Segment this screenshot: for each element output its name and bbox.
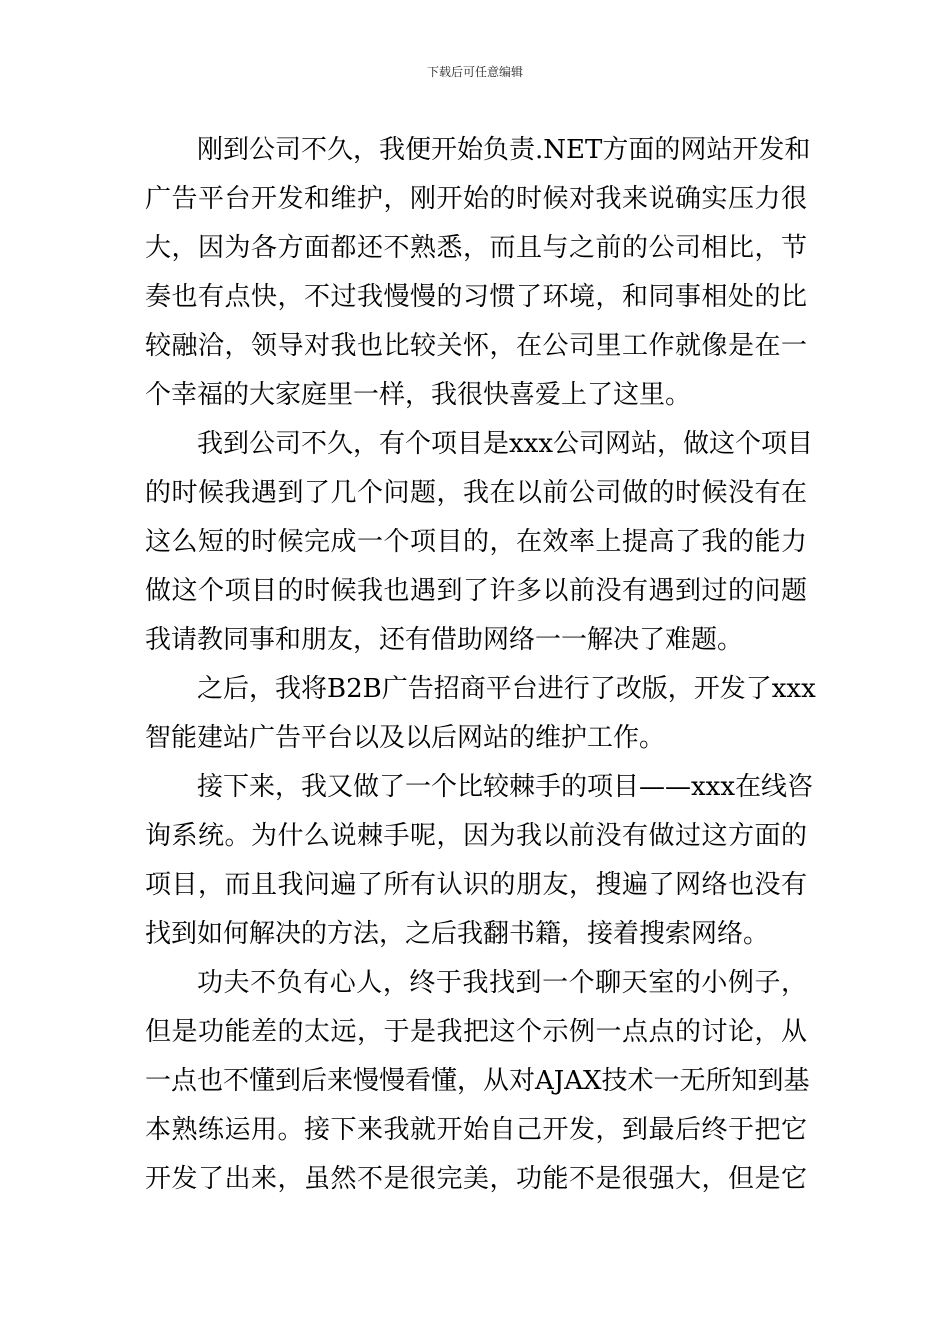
paragraph-1-line-5: 较融洽，领导对我也比较关怀，在公司里工作就像是在一 [145,331,807,361]
paragraph-4-line-1: 接下来，我又做了一个比较棘手的项目——xxx在线咨 [197,772,813,802]
paragraph-4-line-3: 项目，而且我问遍了所有认识的朋友，搜遍了网络也没有 [145,870,807,900]
paragraph-2-line-3: 这么短的时候完成一个项目的，在效率上提高了我的能力 [145,527,807,557]
paragraph-2-line-5: 我请教同事和朋友，还有借助网络一一解决了难题。 [145,625,744,655]
paragraph-5-line-5: 开发了出来，虽然不是很完美，功能不是很强大，但是它 [145,1164,807,1194]
paragraph-1-line-3: 大，因为各方面都还不熟悉，而且与之前的公司相比，节 [145,233,807,263]
paragraph-5-line-1: 功夫不负有心人，终于我找到一个聊天室的小例子， [197,968,807,998]
paragraph-4-line-2: 询系统。为什么说棘手呢，因为我以前没有做过这方面的 [145,821,807,851]
paragraph-1-line-6: 个幸福的大家庭里一样，我很快喜爱上了这里。 [145,380,692,410]
paragraph-3-line-1: 之后，我将B2B广告招商平台进行了改版，开发了xxx [197,674,816,704]
document-body [145,126,816,1204]
paragraph-2-line-4: 做这个项目的时候我也遇到了许多以前没有遇到过的问题 [145,576,807,606]
paragraph-3-line-2: 智能建站广告平台以及以后网站的维护工作。 [145,723,666,753]
paragraph-5-line-4: 本熟练运用。接下来我就开始自己开发，到最后终于把它 [145,1115,807,1145]
paragraph-1-line-1: 刚到公司不久，我便开始负责.NET方面的网站开发和 [197,135,811,165]
paragraph-1-line-4: 奏也有点快，不过我慢慢的习惯了环境，和同事相处的比 [145,282,807,312]
paragraph-1-line-2: 广告平台开发和维护，刚开始的时候对我来说确实压力很 [145,184,807,214]
paragraph-2-line-2: 的时候我遇到了几个问题，我在以前公司做的时候没有在 [145,478,807,508]
paragraph-2-line-1: 我到公司不久，有个项目是xxx公司网站，做这个项目 [197,429,813,459]
page-header: 下载后可任意编辑 [426,65,523,79]
paragraph-4-line-4: 找到如何解决的方法，之后我翻书籍，接着搜索网络。 [145,919,770,949]
paragraph-5-line-2: 但是功能差的太远，于是我把这个示例一点点的讨论，从 [145,1017,807,1047]
paragraph-5-line-3: 一点也不懂到后来慢慢看懂，从对AJAX技术一无所知到基 [145,1066,810,1096]
